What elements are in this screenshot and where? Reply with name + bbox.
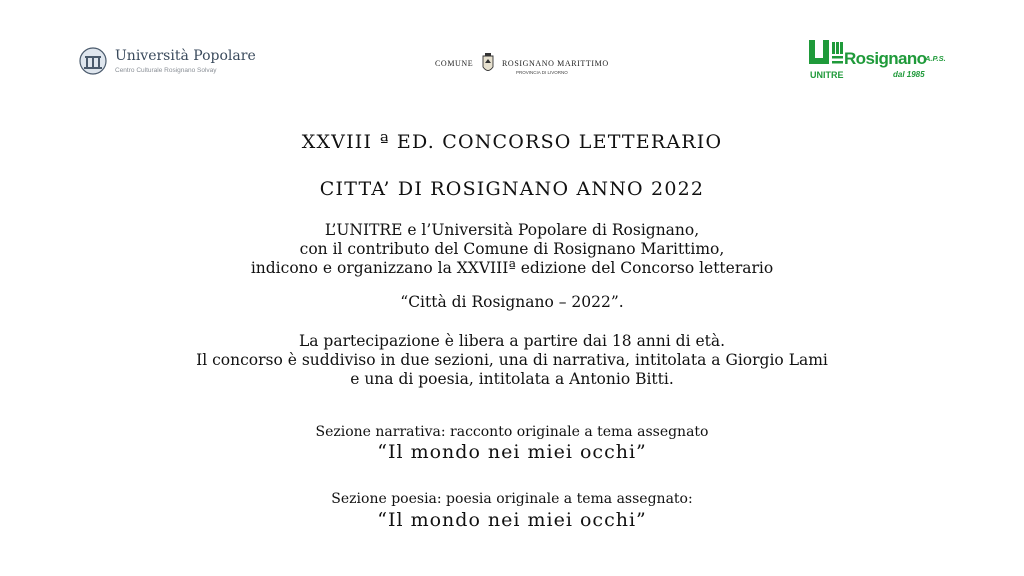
comune-province: PROVINCIA DI LIVORNO: [516, 70, 568, 75]
crest-icon: [480, 52, 496, 76]
intro-line-3: indicono e organizzano la XXVIIIª edizione del Concorso letterario: [250, 259, 774, 277]
comune-name: ROSIGNANO MARITTIMO: [502, 59, 609, 68]
unitre-aps: A.P.S.: [925, 54, 946, 63]
heading-city-year: CITTA’ DI ROSIGNANO ANNO 2022: [319, 178, 705, 200]
unitre-mark-icon: [808, 40, 844, 66]
universita-name: Università Popolare: [115, 48, 256, 64]
participation-line-2: Il concorso è suddiviso in due sezioni, una di narrativa, intitolata a Giorgio Lami: [196, 351, 828, 369]
unitre-since: dal 1985: [893, 70, 925, 79]
section-poesia-label: Sezione poesia: poesia originale a tema assegnato:: [331, 491, 693, 507]
comune-label: COMUNE: [435, 59, 474, 68]
unitre-label: UNITRE: [810, 70, 844, 80]
unitre-logo: [808, 40, 948, 86]
intro-line-2: con il contributo del Comune di Rosignano Marittimo,: [299, 240, 725, 258]
heading-edition: XXVIII ª ED. CONCORSO LETTERARIO: [301, 131, 723, 153]
unitre-brand: Rosignano: [844, 49, 927, 68]
participation-line-1: La partecipazione è libera a partire dai 18 anni di età.: [298, 332, 726, 350]
section-narrativa-theme: “Il mondo nei miei occhi”: [377, 441, 647, 463]
section-poesia-theme: “Il mondo nei miei occhi”: [377, 509, 647, 531]
universita-subtitle: Centro Culturale Rosignano Solvay: [115, 67, 217, 74]
bridge-emblem-icon: [79, 47, 107, 75]
contest-name: “Città di Rosignano – 2022”.: [400, 293, 624, 311]
intro-line-1: L’UNITRE e l’Università Popolare di Rosignano,: [324, 221, 700, 239]
comune-logo: [432, 50, 617, 80]
universita-popolare-logo: [79, 46, 259, 80]
participation-line-3: e una di poesia, intitolata a Antonio Bitti.: [350, 370, 674, 388]
section-narrativa-label: Sezione narrativa: racconto originale a tema assegnato: [315, 424, 709, 440]
